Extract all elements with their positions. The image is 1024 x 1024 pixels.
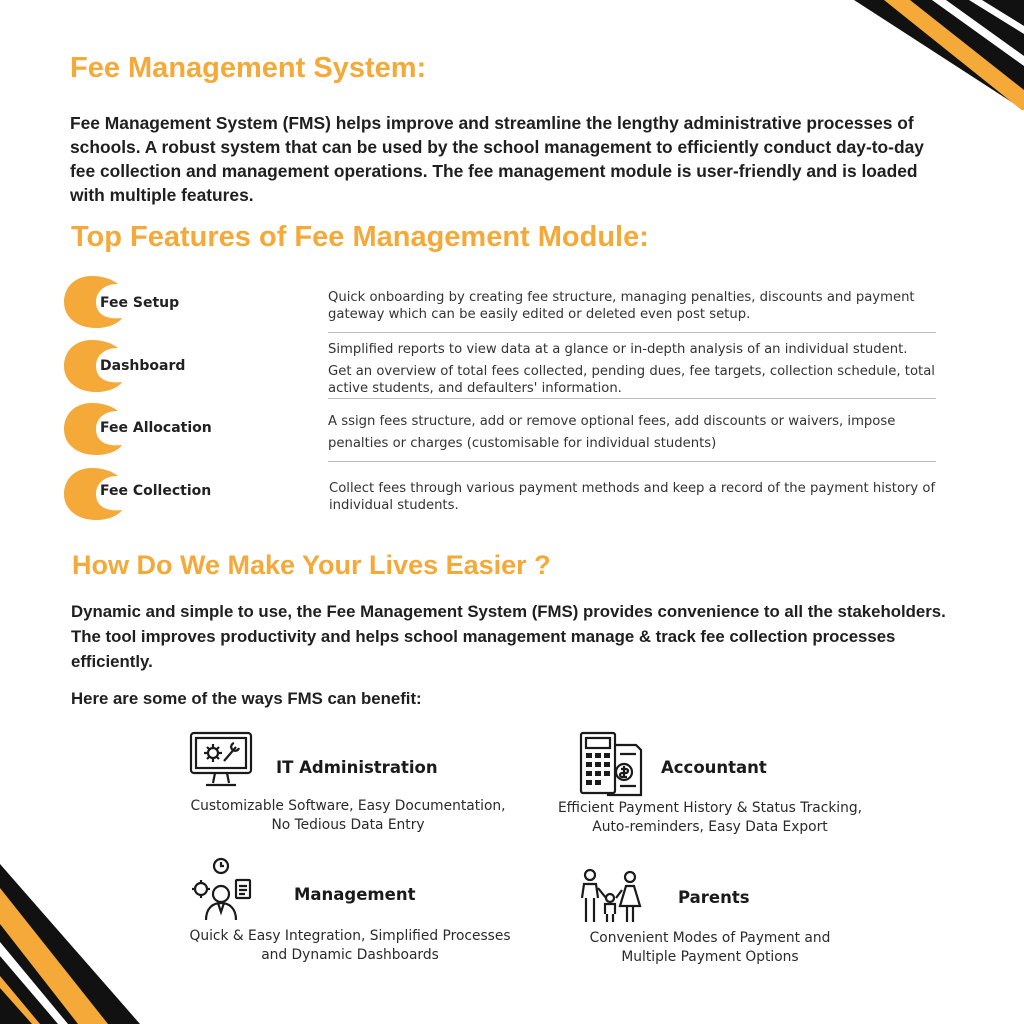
benefit-desc-line: No Tedious Data Entry xyxy=(271,816,425,833)
feature-desc-dashboard: Simplified reports to view data at a glance or in-depth analysis of an individual student. xyxy=(328,342,908,357)
feature-desc-fee-allocation: A ssign fees structure, add or remove optional fees, add discounts or waivers, impose penalties or charges (customisable for individual students) xyxy=(328,414,896,451)
feature-label-dashboard: Dashboard xyxy=(100,358,186,374)
benefits-heading: Here are some of the ways FMS can benefit: xyxy=(71,689,422,708)
benefit-desc-management xyxy=(178,927,522,964)
feature-desc-dashboard-overview: Get an overview of total fees collected, pending dues, fee targets, collection schedule, total active students, and defaulters' information. xyxy=(328,364,935,396)
features-heading: Top Features of Fee Management Module: xyxy=(71,221,649,253)
divider xyxy=(328,398,936,399)
benefit-desc-line: Efficient Payment History & Status Tracking, xyxy=(557,800,863,816)
feature-label-fee-allocation: Fee Allocation xyxy=(100,420,212,436)
corner-stripes-decoration xyxy=(854,0,1024,110)
divider xyxy=(328,461,936,462)
family-icon xyxy=(576,868,646,924)
feature-label-fee-setup: Fee Setup xyxy=(100,295,180,311)
feature-desc-fee-setup: Quick onboarding by creating fee structure, managing penalties, discounts and payment gateway which can be easily edited or deleted even post setup. xyxy=(328,290,915,322)
benefit-desc-it-administration xyxy=(178,797,518,834)
easier-paragraph: Dynamic and simple to use, the Fee Management System (FMS) provides convenience to all the stakeholders. The tool improves productivity and helps school management manage & track fee collection processes efficiently. xyxy=(71,602,946,671)
benefit-desc-accountant xyxy=(538,799,882,836)
benefit-desc-line: and Dynamic Dashboards xyxy=(261,946,439,963)
benefit-desc-parents xyxy=(560,929,860,966)
benefit-desc-line: Convenient Modes of Payment and xyxy=(589,930,831,946)
benefit-title-management: Management xyxy=(294,885,416,904)
feature-desc-fee-collection: Collect fees through various payment methods and keep a record of the payment history of individual students. xyxy=(329,481,936,513)
benefit-desc-line: Auto-reminders, Easy Data Export xyxy=(592,818,828,835)
intro-paragraph: Fee Management System (FMS) helps improve and streamline the lengthy administrative processes of schools. A robust system that can be used by the school management to efficiently conduct day-to-day fee collection and management operations. The fee management module is user-friendly and is loaded with multiple features. xyxy=(70,113,924,205)
benefit-title-it-administration: IT Administration xyxy=(276,758,438,777)
divider xyxy=(328,332,936,333)
corner-stripes-decoration xyxy=(0,864,140,1024)
benefit-title-accountant: Accountant xyxy=(661,758,767,777)
monitor-gear-wrench-icon xyxy=(188,730,254,790)
page-title: Fee Management System: xyxy=(70,52,427,84)
benefit-title-parents: Parents xyxy=(678,888,750,907)
calculator-invoice-icon xyxy=(578,730,644,798)
feature-label-fee-collection: Fee Collection xyxy=(100,483,212,499)
easier-heading: How Do We Make Your Lives Easier ? xyxy=(72,550,551,580)
benefit-desc-line: Multiple Payment Options xyxy=(621,948,799,965)
benefit-desc-line: Customizable Software, Easy Documentation, xyxy=(190,798,506,814)
benefit-desc-line: Quick & Easy Integration, Simplified Processes xyxy=(189,928,511,944)
manager-clock-gear-icon xyxy=(188,856,254,922)
